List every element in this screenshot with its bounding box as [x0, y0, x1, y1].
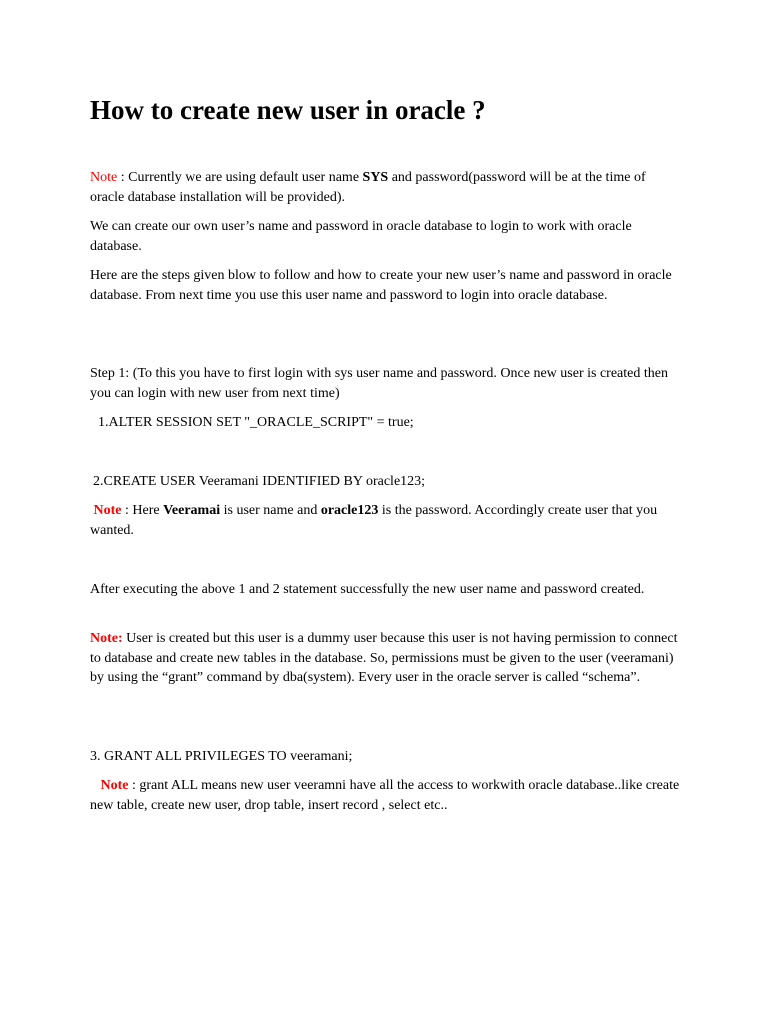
step-1-paragraph: Step 1: (To this you have to first login with sys user name and password. Once new user is created then you can login with new user from next time)	[90, 366, 668, 401]
sys-username: SYS	[362, 170, 389, 185]
note-label: Note:	[90, 631, 123, 646]
note-2-text-3: is the password. Accordingly create user that you wanted.	[90, 503, 658, 538]
note-label: Note	[93, 503, 122, 518]
note-2-username: Veeramai	[163, 503, 221, 518]
after-executing-paragraph: After executing the above 1 and 2 statement successfully the new user name and password created.	[90, 582, 645, 597]
note-4-text: : grant ALL means new user veeramni have all the access to workwith oracle database..like create new table, create new user, drop table, insert record , select etc..	[90, 778, 680, 813]
note-label: Note	[100, 778, 129, 793]
intro-note-text-1: : Currently we are using default user name	[117, 170, 363, 185]
note-2-text-2: is user name and	[220, 503, 321, 518]
note-label: Note	[90, 170, 118, 185]
intro-note-paragraph	[90, 168, 682, 207]
note-4-paragraph	[90, 776, 682, 815]
statement-2: 2.CREATE USER Veeramani IDENTIFIED BY oracle123;	[93, 474, 426, 489]
steps-paragraph: Here are the steps given blow to follow and how to create your new user’s name and password in oracle database. From next time you use this user name and password to login into oracle database.	[90, 268, 672, 303]
note-2-password: oracle123	[320, 503, 379, 518]
note-2-paragraph	[90, 501, 682, 540]
note-2-text-1: : Here	[121, 503, 164, 518]
intro-note-text-2: and password(password will be at the time of oracle database installation will be provided).	[90, 170, 646, 205]
note-3-text: User is created but this user is a dummy user because this user is not having permission to connect to database and create new tables in the database. So, permissions must be given to the user (veeramani) by using the “grant” command by dba(system). Every user in the oracle server is called “schema”.	[90, 631, 678, 685]
note-3-paragraph	[90, 629, 682, 688]
statement-1: 1.ALTER SESSION SET "_ORACLE_SCRIPT" = true;	[98, 415, 414, 430]
page-title: How to create new user in oracle ?	[90, 95, 486, 125]
statement-3: 3. GRANT ALL PRIVILEGES TO veeramani;	[90, 749, 353, 764]
own-user-paragraph: We can create our own user’s name and password in oracle database to login to work with oracle database.	[90, 219, 632, 254]
